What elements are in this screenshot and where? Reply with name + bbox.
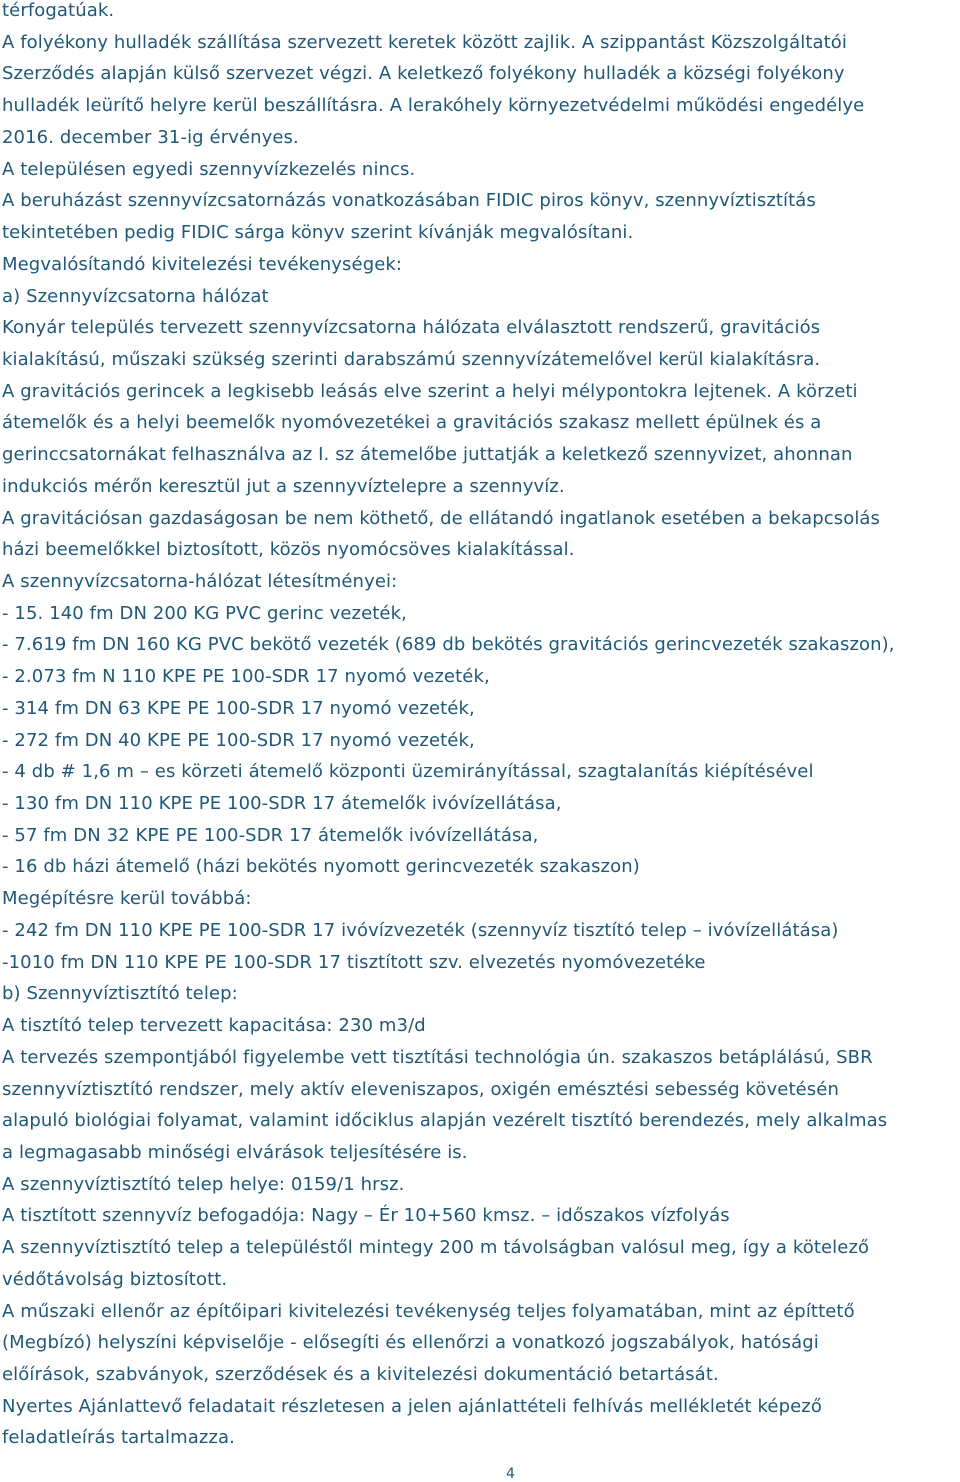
text-line: b) Szennyvíztisztító telep: <box>2 983 238 1005</box>
text-line: A tisztító telep tervezett kapacitása: 230 m3/d <box>2 1015 426 1036</box>
text-line: kialakítású, műszaki szükség szerinti darabszámú szennyvízátemelővel kerül kialakításra. <box>2 348 821 370</box>
text-line: - 272 fm DN 40 KPE PE 100-SDR 17 nyomó vezeték, <box>2 729 475 751</box>
text-line: Szerződés alapján külső szervezet végzi. A keletkező folyékony hulladék a községi folyékony <box>2 63 845 85</box>
text-line: - 4 db # 1,6 m – es körzeti átemelő központi üzemirányítással, szagtalanítás kiépítésével <box>2 761 814 783</box>
text-line: A beruházást szennyvízcsatornázás vonatkozásában FIDIC piros könyv, szennyvíztisztítás <box>2 190 816 212</box>
text-line: - 130 fm DN 110 KPE PE 100-SDR 17 átemelők ivóvízellátása, <box>2 793 562 814</box>
text-line: A folyékony hulladék szállítása szervezett keretek között zajlik. A szippantást Közszolgáltatói <box>2 31 848 53</box>
text-line: A gravitációs gerincek a legkisebb leásás elve szerint a helyi mélypontokra lejtenek. A körzeti <box>2 380 858 402</box>
text-line: térfogatúak. <box>2 0 115 21</box>
text-line: Konyár település tervezett szennyvízcsatorna hálózata elválasztott rendszerű, gravitációs <box>2 317 821 339</box>
text-line: - 242 fm DN 110 KPE PE 100-SDR 17 ivóvízvezeték (szennyvíz tisztító telep – ivóvízellátása) <box>2 919 839 941</box>
text-line: feladatleírás tartalmazza. <box>2 1427 235 1449</box>
text-line: Nyertes Ajánlattevő feladatait részletesen a jelen ajánlattételi felhívás mellékletét képező <box>2 1395 822 1417</box>
text-line: A szennyvíztisztító telep a településtől mintegy 200 m távolságban valósul meg, így a kötelező <box>2 1237 870 1259</box>
text-line: A műszaki ellenőr az építőipari kivitelezési tevékenység teljes folyamatában, mint az építtető <box>2 1300 855 1322</box>
text-line: -1010 fm DN 110 KPE PE 100-SDR 17 tisztított szv. elvezetés nyomóvezetéke <box>2 951 706 973</box>
text-line: szennyvíztisztító rendszer, mely aktív eleveniszapos, oxigén emésztési sebesség követésén <box>2 1078 839 1100</box>
text-line: - 57 fm DN 32 KPE PE 100-SDR 17 átemelők ivóvízellátása, <box>2 824 539 846</box>
text-line: - 2.073 fm N 110 KPE PE 100-SDR 17 nyomó vezeték, <box>2 666 490 688</box>
text-line: átemelők és a helyi beemelők nyomóvezetékei a gravitációs szakasz mellett épülnek és a <box>2 412 822 434</box>
text-line: tekintetében pedig FIDIC sárga könyv szerint kívánják megvalósítani. <box>2 222 634 243</box>
text-line: házi beemelőkkel biztosított, közös nyomócsöves kialakítással. <box>2 539 575 561</box>
text-line: indukciós mérőn keresztül jut a szennyvíztelepre a szennyvíz. <box>2 475 565 497</box>
text-line: a) Szennyvízcsatorna hálózat <box>2 285 269 307</box>
text-line: (Megbízó) helyszíni képviselője - elősegíti és ellenőrzi a vonatkozó jogszabályok, hatósági <box>2 1332 819 1354</box>
text-line: védőtávolság biztosított. <box>2 1268 228 1290</box>
text-line: előírások, szabványok, szerződések és a kivitelezési dokumentáció betartását. <box>2 1364 719 1385</box>
text-line: gerinccsatornákat felhasználva az I. sz átemelőbe juttatják a keletkező szennyvizet, ahonnan <box>2 444 853 466</box>
text-line: Megvalósítandó kivitelezési tevékenységek: <box>2 253 403 275</box>
text-line: alapuló biológiai folyamat, valamint időciklus alapján vezérelt tisztító berendezés, mely alkalmas <box>2 1110 888 1132</box>
text-line: A szennyvíztisztító telep helye: 0159/1 hrsz. <box>2 1173 405 1195</box>
text-line: hulladék leürítő helyre kerül beszállításra. A lerakóhely környezetvédelmi működési engedélye <box>2 95 865 117</box>
text-line: Megépítésre kerül továbbá: <box>2 888 252 910</box>
text-line: - 7.619 fm DN 160 KG PVC bekötő vezeték (689 db bekötés gravitációs gerincvezeték szakaszon), <box>2 634 895 656</box>
text-line: A településen egyedi szennyvízkezelés nincs. <box>2 158 416 180</box>
text-line: A gravitációsan gazdaságosan be nem köthető, de ellátandó ingatlanok esetében a bekapcsolás <box>2 507 881 529</box>
text-line: A tervezés szempontjából figyelembe vett tisztítási technológia ún. szakaszos betáplálású, SBR <box>2 1046 873 1068</box>
text-line: - 314 fm DN 63 KPE PE 100-SDR 17 nyomó vezeték, <box>2 697 475 719</box>
text-line: a legmagasabb minőségi elvárások teljesítésére is. <box>2 1141 468 1163</box>
text-line: - 15. 140 fm DN 200 KG PVC gerinc vezeték, <box>2 602 407 624</box>
text-line: - 16 db házi átemelő (házi bekötés nyomott gerincvezeték szakaszon) <box>2 856 640 878</box>
text-line: A szennyvízcsatorna-hálózat létesítményei: <box>2 571 398 592</box>
page-number: 4 <box>506 1466 515 1482</box>
text-line: A tisztított szennyvíz befogadója: Nagy – Ér 10+560 kmsz. – időszakos vízfolyás <box>2 1205 730 1227</box>
text-line: 2016. december 31-ig érvényes. <box>2 126 299 148</box>
